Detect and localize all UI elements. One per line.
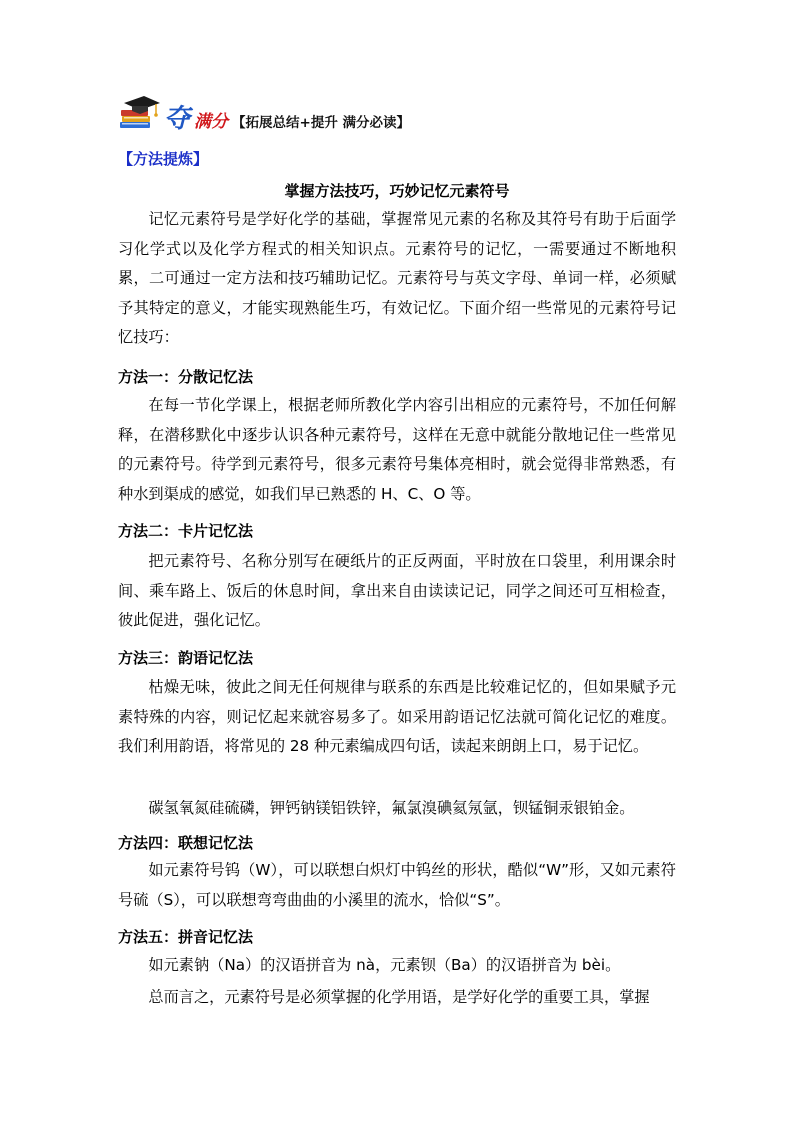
- method-4-heading: 方法四：联想记忆法: [118, 834, 254, 852]
- method-1-paragraph: 在每一节化学课上，根据老师所教化学内容引出相应的元素符号，不加任何解释，在潜移默化中逐步认识各种元素符号，这样在无意中就能分散地记住一些常见的元素符号。待学到元素符号，很多元素符号集体亮相时，就会觉得非常熟悉，有种水到渠成的感觉，如我们早已熟悉的 H、C、O 等。: [118, 396, 676, 503]
- conclusion-paragraph: 总而言之，元素符号是必须掌握的化学用语，是学好化学的重要工具，掌握: [148, 988, 650, 1006]
- method-5-paragraph: 如元素钠（Na）的汉语拼音为 nà，元素钡（Ba）的汉语拼音为 bèi。: [148, 956, 621, 974]
- method-2-heading: 方法二：卡片记忆法: [118, 522, 254, 540]
- method-3-rhyme: 碳氢氧氮硅硫磷，钾钙钠镁铝铁锌，氟氯溴碘氦氖氩，钡锰铜汞银铂金。: [148, 799, 635, 817]
- logo-word: 夺: [164, 104, 191, 134]
- intro-paragraph: 记忆元素符号是学好化学的基础，掌握常见元素的名称及其符号有助于后面学习化学式以及化学方程式的相关知识点。元素符号的记忆，一需要通过不断地积累，二可通过一定方法和技巧辅助记忆。元素符号与英文字母、单词一样，必须赋予其特定的意义，才能实现熟能生巧，有效记忆。下面介绍一些常见的元素符号记忆技巧：: [118, 210, 676, 346]
- method-5-heading: 方法五：拼音记忆法: [118, 928, 254, 946]
- method-3-heading: 方法三：韵语记忆法: [118, 649, 254, 667]
- method-4-paragraph: 如元素符号钨（W），可以联想白炽灯中钨丝的形状，酷似“W”形，又如元素符号硫（S），可以联想弯弯曲曲的小溪里的流水，恰似“S”。: [118, 861, 676, 909]
- graduation-cap-books-icon: [118, 94, 162, 134]
- logo-subtitle: 满分: [194, 112, 229, 132]
- method-2-paragraph: 把元素符号、名称分别写在硬纸片的正反两面，平时放在口袋里，利用课余时间、乘车路上、饭后的休息时间，拿出来自由读读记记，同学之间还可互相检查，彼此促进，强化记忆。: [118, 552, 676, 629]
- method-1-heading: 方法一：分散记忆法: [118, 368, 254, 386]
- method-3-paragraph: 枯燥无味，彼此之间无任何规律与联系的东西是比较难记忆的，但如果赋予元素特殊的内容，则记忆起来就容易多了。如采用韵语记忆法就可简化记忆的难度。我们利用韵语，将常见的 28 种元素编成四句话，读起来朗朗上口，易于记忆。: [118, 678, 676, 755]
- header-banner: [118, 94, 410, 134]
- banner-tag: 【拓展总结+提升 满分必读】: [232, 115, 411, 131]
- article-title: 掌握方法技巧，巧妙记忆元素符号: [284, 182, 510, 200]
- section-label: 【方法提炼】: [118, 150, 209, 168]
